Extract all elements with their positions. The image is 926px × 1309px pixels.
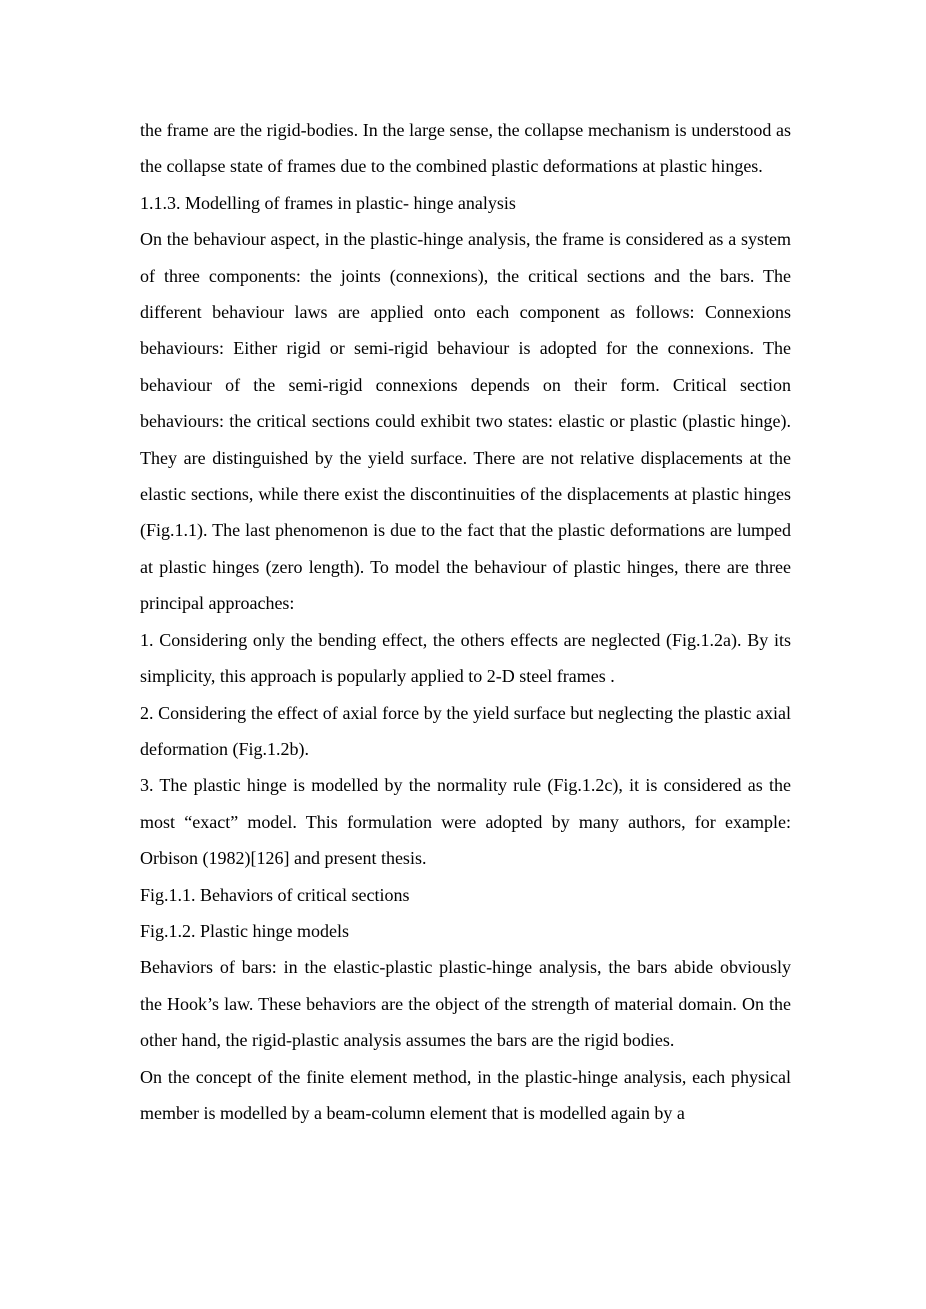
paragraph-approach-2: 2. Considering the effect of axial force by the yield surface but neglecting the plastic axial deformation (Fig.1.2b). (140, 702, 791, 759)
section-heading-1-1-3: 1.1.3. Modelling of frames in plastic- hinge analysis (140, 192, 516, 213)
paragraph-collapse-mechanism: the frame are the rigid-bodies. In the large sense, the collapse mechanism is understood as the collapse state of frames due to the combined plastic deformations at plastic hinges. (140, 120, 791, 177)
paragraph-approach-3: 3. The plastic hinge is modelled by the normality rule (Fig.1.2c), it is considered as the most “exact” model. This formulation were adopted by many authors, for example: Orbison (1982)[126] and present thesis. (140, 775, 791, 869)
figure-caption-1-1: Fig.1.1. Behaviors of critical sections (140, 884, 410, 905)
page-text-block (140, 112, 791, 1131)
figure-caption-1-2: Fig.1.2. Plastic hinge models (140, 920, 349, 941)
paragraph-behaviour-aspect: On the behaviour aspect, in the plastic-hinge analysis, the frame is considered as a system of three components: the joints (connexions), the critical sections and the bars. The different behaviour laws are applied onto each component as follows: Connexions behaviours: Either rigid or semi-rigid behaviour is adopted for the connexions. The behaviour of the semi-rigid connexions depends on their form. Critical section behaviours: the critical sections could exhibit two states: elastic or plastic (plastic hinge). They are distinguished by the yield surface. There are not relative displacements at the elastic sections, while there exist the discontinuities of the displacements at plastic hinges (Fig.1.1). The last phenomenon is due to the fact that the plastic deformations are lumped at plastic hinges (zero length). To model the behaviour of plastic hinges, there are three principal approaches: (140, 229, 791, 614)
paragraph-behaviors-of-bars: Behaviors of bars: in the elastic-plastic plastic-hinge analysis, the bars abide obviously the Hook’s law. These behaviors are the object of the strength of material domain. On the other hand, the rigid-plastic analysis assumes the bars are the rigid bodies. (140, 957, 791, 1051)
paragraph-approach-1: 1. Considering only the bending effect, the others effects are neglected (Fig.1.2a). By its simplicity, this approach is popularly applied to 2-D steel frames . (140, 629, 791, 687)
paragraph-finite-element: On the concept of the finite element method, in the plastic-hinge analysis, each physical member is modelled by a beam-column element that is modelled again by a (140, 1066, 791, 1123)
